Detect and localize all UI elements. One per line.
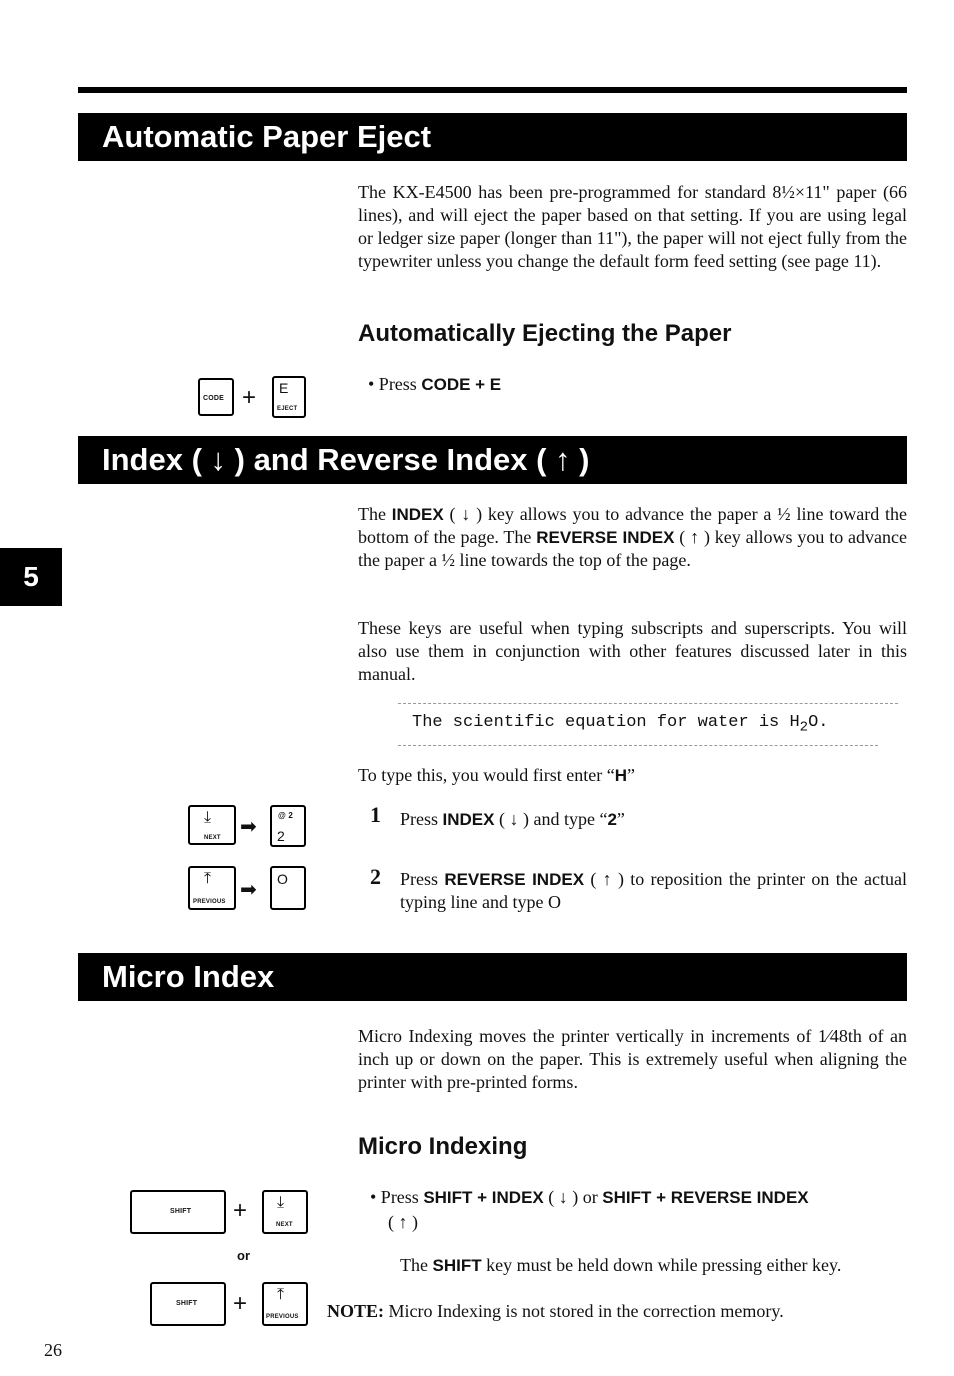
example-bottom-border [398,745,878,746]
index-next-key-icon: ⤓ NEXT [188,805,236,845]
o-key-icon: O [270,866,306,910]
section-title: Index ( ↓ ) and Reverse Index ( ↑ ) [102,442,590,477]
subheading-auto-eject: Automatically Ejecting the Paper [358,320,732,347]
section-title: Automatic Paper Eject [102,119,432,154]
index-paragraph-1: The INDEX ( ↓ ) key allows you to advance the paper a ½ line toward the bottom of the page. The REVERSE INDEX ( ↑ ) key allows you to advance the paper a ½ line towards the top of the page. [358,504,907,570]
step-number: 2 [370,864,381,889]
plus-sign: + [233,1197,248,1224]
shift-key-icon: SHIFT [130,1190,226,1234]
example-equation: The scientific equation for water is $H_2O$. [412,713,829,736]
shift-key-icon: SHIFT [150,1282,226,1326]
e-key-icon: E EJECT [272,376,306,418]
plus-sign: + [233,1290,248,1317]
section-banner-index [78,436,907,484]
up-arrow-icon: ⤒ [204,870,212,887]
plus-sign: + [242,384,257,411]
top-rule [78,87,907,93]
subheading-micro-indexing: Micro Indexing [358,1133,528,1160]
shift-hold-note: The SHIFT key must be held down while pressing either key. [400,1255,842,1275]
chapter-tab: 5 [0,548,62,606]
step-2-text: Press REVERSE INDEX ( ↑ ) to reposition the printer on the actual typing line and type O [400,869,907,912]
index-paragraph-2: These keys are useful when typing subscripts and superscripts. You will also use them in conjunction with other features discussed later in this manual. [358,618,907,684]
paper-eject-paragraph: The KX-E4500 has been pre-programmed for standard 8½×11" paper (66 lines), and will eject the paper based on that setting. If you are using legal or ledger size paper (longer than 11"), the paper will not eject fully from the typewriter unless you change the default form feed setting (see page 11). [358,182,907,271]
section-banner-micro-index [78,953,907,1001]
note-correction-memory: NOTE: Micro Indexing is not stored in the correction memory. [327,1301,784,1321]
section-title: Micro Index [102,959,275,994]
down-arrow-icon: ⤓ [204,809,212,826]
example-top-border [398,703,898,704]
micro-paragraph: Micro Indexing moves the printer vertically in increments of 1⁄48th of an inch up or down on the paper. This is extremely useful when aligning the printer with pre-printed forms. [358,1026,907,1092]
step-1-text: Press INDEX ( ↓ ) and type “2” [400,809,625,829]
index-next-key-icon: ⤓ NEXT [262,1190,308,1234]
section-banner-paper-eject [78,113,907,161]
page-number: 26 [44,1340,62,1360]
or-label: or [237,1248,250,1263]
step-number: 1 [370,802,381,827]
key-combo: CODE + E [421,375,502,394]
reverse-index-previous-key-icon: ⤒ PREVIOUS [188,866,236,910]
micro-press-bullet: • Press SHIFT + INDEX ( ↓ ) or SHIFT + REVERSE INDEX ( ↑ ) [370,1187,809,1232]
right-arrow-icon: ➡ [240,816,257,838]
right-arrow-icon: ➡ [240,879,257,901]
reverse-index-previous-key-icon: ⤒ PREVIOUS [262,1282,308,1326]
code-key-icon: CODE [198,378,234,416]
up-arrow-icon: ⤒ [277,1286,285,1303]
down-arrow-icon: ⤓ [277,1194,285,1211]
press-code-e-bullet: • Press CODE + E [368,374,502,394]
type-h-instruction: To type this, you would first enter “H” [358,765,635,785]
two-key-icon: @ 2 2 [270,805,306,847]
